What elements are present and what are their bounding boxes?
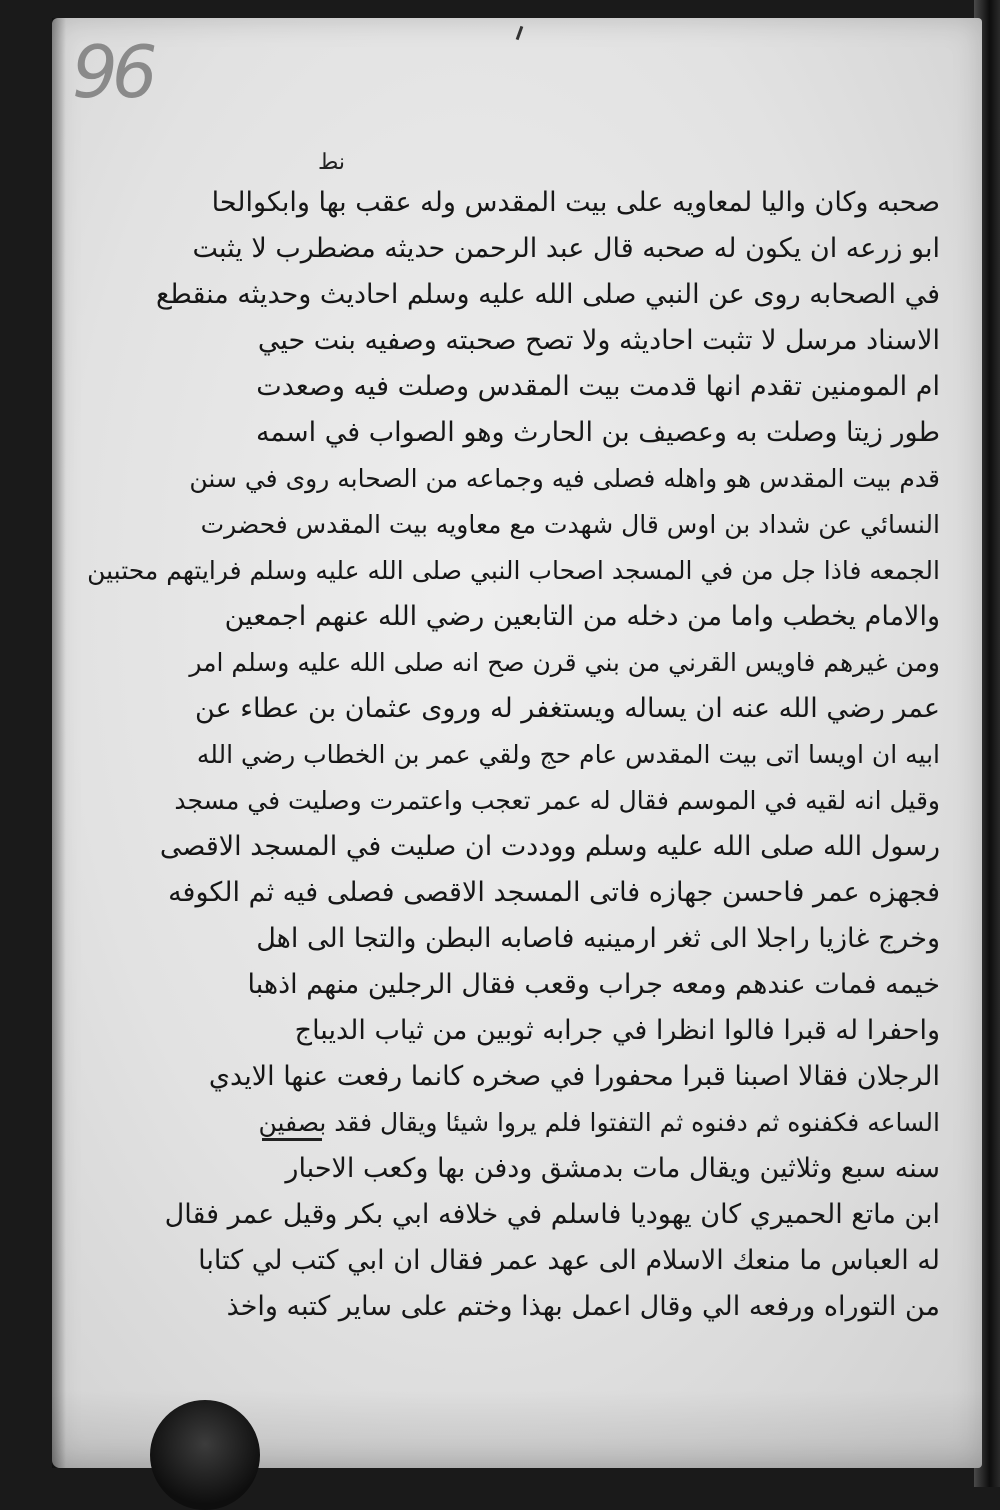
text-line: من التوراه ورفعه الي وقال اعمل بهذا وختم على ساير كتبه واخذ	[226, 1291, 940, 1322]
text-line: خيمه فمات عندهم ومعه جراب وقعب فقال الرجلين منهم اذهبا	[247, 969, 940, 1000]
leaf-gutter-shadow	[52, 18, 66, 1468]
text-line: ومن غيرهم فاويس القرني من بني قرن صح انه صلى الله عليه وسلم امر	[189, 648, 940, 677]
text-line: ام المومنين تقدم انها قدمت بيت المقدس وصلت فيه وصعدت	[256, 371, 940, 402]
text-line: قدم بيت المقدس هو واهله فصلى فيه وجماعه من الصحابه روى في سنن	[189, 464, 940, 493]
text-line: واحفرا له قبرا فالوا انظرا في جرابه ثوبين من ثياب الديباج	[294, 1015, 940, 1046]
text-line: النسائي عن شداد بن اوس قال شهدت مع معاويه بيت المقدس فحضرت	[200, 510, 940, 539]
text-line: ابو زرعه ان يكون له صحبه قال عبد الرحمن حديثه مضطرب لا يثبت	[192, 233, 940, 264]
margin-note: نط	[318, 150, 346, 175]
text-line: الجمعه فاذا جل من في المسجد اصحاب النبي صلى الله عليه وسلم فرايتهم محتبين	[87, 556, 940, 585]
text-line: فجهزه عمر فاحسن جهازه فاتى المسجد الاقصى فصلى فيه ثم الكوفه	[168, 877, 940, 908]
text-line: وقيل انه لقيه في الموسم فقال له عمر تعجب واعتمرت وصليت في مسجد	[174, 786, 940, 815]
text-line: في الصحابه روى عن النبي صلى الله عليه وسلم احاديث وحديثه منقطع	[155, 279, 940, 310]
folio-number: 96	[72, 30, 152, 114]
text-line: ابيه ان اويسا اتى بيت المقدس عام حج ولقي عمر بن الخطاب رضي الله	[196, 740, 940, 769]
text-line: ابن ماتع الحميري كان يهوديا فاسلم في خلافه ابي بكر وقيل عمر فقال	[164, 1199, 940, 1230]
text-line: صحبه وكان واليا لمعاويه على بيت المقدس وله عقب بها وابكوالحا	[211, 187, 940, 218]
text-line: الاسناد مرسل لا تثبت احاديثه ولا تصح صحبته وصفيه بنت حيي	[257, 325, 940, 356]
text-line: له العباس ما منعك الاسلام الى عهد عمر فقال ان ابي كتب لي كتابا	[198, 1245, 940, 1276]
text-line: والامام يخطب واما من دخله من التابعين رضي الله عنهم اجمعين	[224, 601, 940, 632]
text-line: رسول الله صلى الله عليه وسلم ووددت ان صليت في المسجد الاقصى	[159, 831, 940, 862]
line-extension-stroke	[262, 1138, 322, 1141]
text-line: سنه سبع وثلاثين ويقال مات بدمشق ودفن بها وكعب الاحبار	[285, 1153, 940, 1184]
text-line: وخرج غازيا راجلا الى ثغر ارمينيه فاصابه البطن والتجا الى اهل	[256, 923, 940, 954]
manuscript-text-block	[87, 180, 940, 1322]
text-line: طور زيتا وصلت به وعصيف بن الحارث وهو الصواب في اسمه	[255, 417, 940, 448]
text-line: الساعه فكفنوه ثم دفنوه ثم التفتوا فلم يروا شيئا ويقال فقد بصفين	[258, 1108, 940, 1137]
holding-thumb	[150, 1400, 260, 1510]
text-line: عمر رضي الله عنه ان يساله ويستغفر له وروى عثمان بن عطاء عن	[195, 693, 940, 724]
text-line: الرجلان فقالا اصبنا قبرا محفورا في صخره كانما رفعت عنها الايدي	[208, 1061, 940, 1092]
